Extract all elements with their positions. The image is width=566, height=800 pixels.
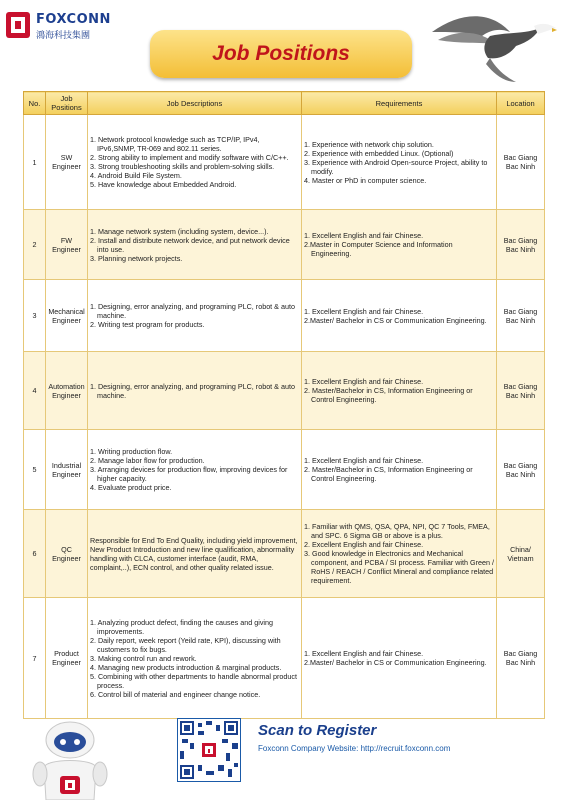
- row-number: 1: [24, 115, 46, 210]
- description-line: 4. Android Build File System.: [90, 171, 182, 180]
- location-line: Bac Ninh: [505, 390, 536, 400]
- job-position: SW Engineer: [46, 115, 88, 210]
- requirement-line: 1. Excellent English and fair Chinese.: [304, 649, 424, 658]
- location-line: China/: [510, 544, 531, 554]
- requirement-line: 1. Excellent English and fair Chinese.: [304, 306, 424, 316]
- description-line: 2. Manage labor flow for production.: [90, 456, 205, 465]
- foxconn-logo-icon: [6, 12, 30, 38]
- job-requirements: [302, 115, 497, 210]
- location-line: Bac Ninh: [505, 469, 536, 479]
- table-row: [24, 280, 545, 352]
- job-position: Product Engineer: [46, 598, 88, 719]
- foxconn-logo: [6, 8, 156, 48]
- job-description: [88, 430, 302, 510]
- page-title: Job Positions: [212, 42, 350, 65]
- job-position: Mechanical Engineer: [46, 280, 88, 352]
- job-requirements: [302, 510, 497, 598]
- job-location: [497, 510, 545, 598]
- requirement-line: 2. Master/Bachelor in CS, Information Engineering or Control Engineering.: [304, 386, 473, 404]
- job-location: [497, 210, 545, 280]
- location-line: Vietnam: [507, 553, 534, 563]
- scan-to-register-heading: Scan to Register: [258, 722, 377, 739]
- job-position: QC Engineer: [46, 510, 88, 598]
- register-qr-code[interactable]: [177, 718, 241, 782]
- requirement-line: 2.Master/ Bachelor in CS or Communication Engineering.: [304, 315, 487, 325]
- location-line: Bac Giang: [503, 381, 538, 391]
- requirement-line: 2.Master in Computer Science and Information Engineering.: [304, 240, 453, 258]
- company-website-text: Foxconn Company Website: http://recruit.foxconn.com: [258, 744, 451, 753]
- job-location: [497, 598, 545, 719]
- job-position: Automation Engineer: [46, 352, 88, 430]
- requirement-line: 3. Good knowledge in Electronics and Mechanical component, and PCBA / SI process. Familiar with Green / RoHS / REACH / Conflict Mineral and compliance related requirement.: [304, 549, 494, 585]
- location-line: Bac Ninh: [505, 162, 536, 171]
- location-line: Bac Giang: [503, 460, 538, 470]
- requirement-line: 1. Experience with network chip solution.: [304, 139, 434, 149]
- header-location: Location: [497, 92, 545, 115]
- requirement-line: 1. Excellent English and fair Chinese.: [304, 377, 424, 386]
- row-number: 2: [24, 210, 46, 280]
- header-requirements: Requirements: [302, 92, 497, 115]
- table-header-row: [24, 92, 545, 115]
- location-line: Bac Ninh: [505, 315, 536, 325]
- description-line: 1. Analyzing product defect, finding the causes and giving improvements.: [90, 617, 274, 636]
- header-descriptions: Job Descriptions: [88, 92, 302, 115]
- table-row: [24, 598, 545, 719]
- job-location: [497, 280, 545, 352]
- location-line: Bac Giang: [503, 306, 538, 316]
- eagle-illustration: [430, 2, 558, 88]
- job-location: [497, 115, 545, 210]
- description-line: 3. Arranging devices for production flow, improving devices for higher capacity.: [90, 465, 288, 483]
- location-line: Bac Ninh: [505, 244, 536, 254]
- requirement-line: 2. Experience with embedded Linux. (Optional): [304, 148, 454, 158]
- table-row: [24, 430, 545, 510]
- requirement-line: 2. Master/Bachelor in CS, Information Engineering or Control Engineering.: [304, 465, 473, 483]
- job-location: [497, 352, 545, 430]
- robot-mascot-illustration: [30, 718, 110, 800]
- row-number: 5: [24, 430, 46, 510]
- location-line: Bac Ninh: [505, 658, 536, 667]
- table-body: [24, 115, 545, 719]
- location-line: Bac Giang: [503, 153, 538, 162]
- description-line: 3. Making control run and rework.: [90, 653, 197, 663]
- requirement-line: 2.Master/ Bachelor in CS or Communication Engineering.: [304, 658, 487, 667]
- description-line: 2. Install and distribute network device, and put network device into use.: [90, 235, 290, 254]
- requirement-line: 1. Excellent English and fair Chinese.: [304, 456, 424, 465]
- description-line: 4. Evaluate product price.: [90, 483, 172, 492]
- description-line: 2. Strong ability to implement and modify software with C/C++.: [90, 153, 289, 162]
- requirement-line: 1. Familiar with QMS, QSA, QPA, NPI, QC 7 Tools, FMEA, and SPC. 6 Sigma GB or above is a plus.: [304, 522, 490, 540]
- description-line: 1. Designing, error analyzing, and programing PLC, robot & auto machine.: [90, 381, 295, 400]
- table-row: [24, 510, 545, 598]
- title-banner: [150, 30, 412, 78]
- job-position: Industrial Engineer: [46, 430, 88, 510]
- qr-code-icon: [178, 719, 240, 781]
- description-line: 6. Control bill of material and engineer change notice.: [90, 689, 261, 699]
- table-row: [24, 115, 545, 210]
- header-position: Job Positions: [46, 92, 88, 115]
- job-description: [88, 280, 302, 352]
- description-line: 5. Combining with other departments to handle abnormal product process.: [90, 671, 297, 690]
- location-line: Bac Giang: [503, 649, 538, 658]
- requirement-line: 4. Master or PhD in computer science.: [304, 175, 427, 185]
- description-line: 3. Planning network projects.: [90, 253, 183, 263]
- row-number: 4: [24, 352, 46, 430]
- job-positions-table: [23, 91, 545, 719]
- job-requirements: [302, 352, 497, 430]
- job-description: [88, 598, 302, 719]
- description-line: 1. Designing, error analyzing, and programing PLC, robot & auto machine.: [90, 302, 295, 320]
- description-line: 2. Daily report, week report (Yeild rate, KPI), discussing with customers to fix bugs.: [90, 635, 281, 654]
- description-line: 2. Writing test program for products.: [90, 320, 205, 329]
- row-number: 3: [24, 280, 46, 352]
- job-requirements: [302, 280, 497, 352]
- row-number: 7: [24, 598, 46, 719]
- job-description: [88, 352, 302, 430]
- brand-name-cn: 鴻海科技集團: [36, 31, 91, 41]
- job-description: [88, 510, 302, 598]
- job-requirements: [302, 210, 497, 280]
- row-number: 6: [24, 510, 46, 598]
- table-row: [24, 352, 545, 430]
- job-description: [88, 210, 302, 280]
- brand-name-en: FOXCONN: [36, 12, 111, 27]
- job-description: [88, 115, 302, 210]
- header-no: No.: [24, 92, 46, 115]
- requirement-line: 2. Excellent English and fair Chinese.: [304, 540, 424, 549]
- description-line: 1. Network protocol knowledge such as TCP/IP, IPv4, IPv6,SNMP, TR-069 and 802.11 series.: [90, 135, 260, 153]
- description-line: 3. Strong troubleshooting skills and problem-solving skills.: [90, 162, 275, 171]
- job-location: [497, 430, 545, 510]
- job-requirements: [302, 598, 497, 719]
- requirement-line: 3. Experience with Android Open-source Project, ability to modify.: [304, 157, 488, 176]
- description-line: 1. Writing production flow.: [90, 447, 173, 456]
- description-line: 5. Have knowledge about Embedded Android.: [90, 180, 237, 189]
- job-position: FW Engineer: [46, 210, 88, 280]
- description-line: 4. Managing new products introduction & marginal products.: [90, 662, 282, 672]
- location-line: Bac Giang: [503, 235, 538, 245]
- description-line: Responsible for End To End Quality, including yield improvement, New Product Introduction and new line qualification, abnormality handling with CLCA, customer interface (audit, RMA, complaint,..), ECN control, and other quality related issue.: [90, 535, 298, 572]
- job-requirements: [302, 430, 497, 510]
- description-line: 1. Manage network system (including system, device...).: [90, 226, 269, 236]
- requirement-line: 1. Excellent English and fair Chinese.: [304, 231, 424, 240]
- table-row: [24, 210, 545, 280]
